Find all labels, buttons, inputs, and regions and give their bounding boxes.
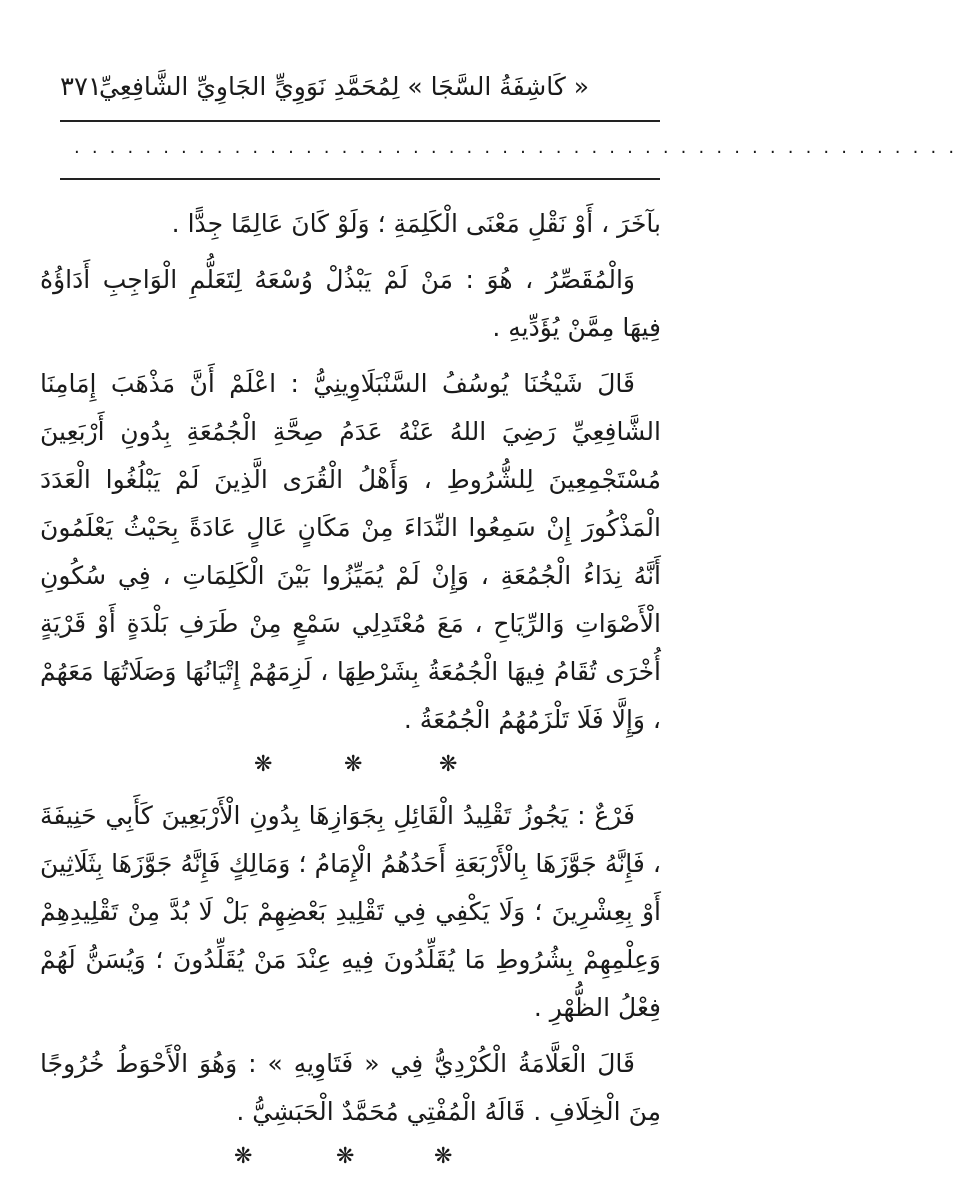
main-text — [40, 200, 661, 1184]
header-rule-top — [60, 120, 660, 122]
star-ornament: ❋ — [234, 1144, 253, 1169]
section-separator-end — [40, 1136, 661, 1184]
star-ornament: ❋ — [434, 1144, 453, 1169]
paragraph-continuation: بآخَرَ ، أَوْ نَقْلِ مَعْنَى الْكَلِمَةِ ؛ وَلَوْ كَانَ عَالِمًا جِدًّا . — [171, 209, 661, 238]
star-ornament: ❋ — [336, 1144, 355, 1169]
running-title: « كَاشِفَةُ السَّجَا » لِمُحَمَّدِ نَوَوِيٍّ الجَاوِيِّ الشَّافِعِيِّ — [99, 72, 589, 101]
paragraph-definition: وَالْمُقَصِّرُ ، هُوَ : مَنْ لَمْ يَبْذُلْ وُسْعَهُ لِتَعَلُّمِ الْوَاجِبِ أَدَاؤُهُ فِيهَا مِمَّنْ يُؤَدِّيهِ . — [40, 265, 661, 342]
star-ornament: ❋ — [344, 752, 363, 777]
running-header — [58, 62, 659, 112]
star-ornament: ❋ — [254, 752, 273, 777]
paragraph-kurdi: قَالَ الْعَلَّامَةُ الْكُرْدِيُّ فِي « فَتَاوِيهِ » : وَهُوَ الْأَحْوَطُ خُرُوجًا مِنَ الْخِلَافِ . قَالَهُ الْمُفْتِي مُحَمَّدٌ الْحَبَشِيُّ . — [40, 1049, 661, 1126]
dotted-divider: . . . . . . . . . . . . . . . . . . . . . . . . . . . . . . . . . . . . . . . . . . . . . . . . . . — [74, 137, 957, 158]
header-rule-bottom — [60, 178, 660, 180]
paragraph-far: فَرْعٌ : يَجُوزُ تَقْلِيدُ الْقَائِلِ بِجَوَازِهَا بِدُونِ الْأَرْبَعِينَ كَأَبِي حَنِيفَةَ ، فَإِنَّهُ جَوَّزَهَا بِالْأَرْبَعَةِ أَحَدُهُمُ الْإِمَامُ ؛ وَمَالِكٍ فَإِنَّهُ جَوَّزَهَا بِثَلَاثِينَ أَوْ بِعِشْرِينَ ؛ وَلَا يَكْفِي فِي تَقْلِيدِ بَعْضِهِمْ بَلْ لَا بُدَّ مِنْ تَقْلِيدِهِمْ وَعِلْمِهِمْ بِشُرُوطِ مَا يُقَلِّدُونَ فِيهِ عِنْدَ مَنْ يُقَلِّدُونَ ؛ وَيُسَنُّ لَهُمْ فِعْلُ الظُّهْرِ . — [40, 801, 661, 1022]
section-separator — [40, 744, 661, 792]
paragraph-sheikh-yusuf: قَالَ شَيْخُنَا يُوسُفُ السَّنْبَلَاوِينِيُّ : اعْلَمْ أَنَّ مَذْهَبَ إِمَامِنَا الشَّافِعِيِّ رَضِيَ اللهُ عَنْهُ عَدَمُ صِحَّةِ الْجُمُعَةِ بِدُونِ أَرْبَعِينَ مُسْتَجْمِعِينَ لِلشُّرُوطِ ، وَأَهْلُ الْقُرَى الَّذِينَ لَمْ يَبْلُغُوا الْعَدَدَ الْمَذْكُورَ إِنْ سَمِعُوا النِّدَاءَ مِنْ مَكَانٍ عَالٍ عَادَةً بِحَيْثُ يَعْلَمُونَ أَنَّهُ نِدَاءُ الْجُمُعَةِ ، وَإِنْ لَمْ يُمَيِّزُوا بَيْنَ الْكَلِمَاتِ ، فِي سُكُونِ الْأَصْوَاتِ وَالرِّيَاحِ ، مَعَ مُعْتَدِلِي سَمْعٍ مِنْ طَرَفِ بَلْدَةٍ أَوْ قَرْيَةٍ أُخْرَى تُقَامُ فِيهَا الْجُمُعَةُ بِشَرْطِهَا ، لَزِمَهُمْ إِتْيَانُهَا وَصَلَاتُهَا مَعَهُمْ ، وَإِلَّا فَلَا تَلْزَمُهُمُ الْجُمُعَةُ . — [40, 369, 661, 734]
star-ornament: ❋ — [439, 752, 458, 777]
page-number: ٣٧١ — [60, 72, 102, 102]
